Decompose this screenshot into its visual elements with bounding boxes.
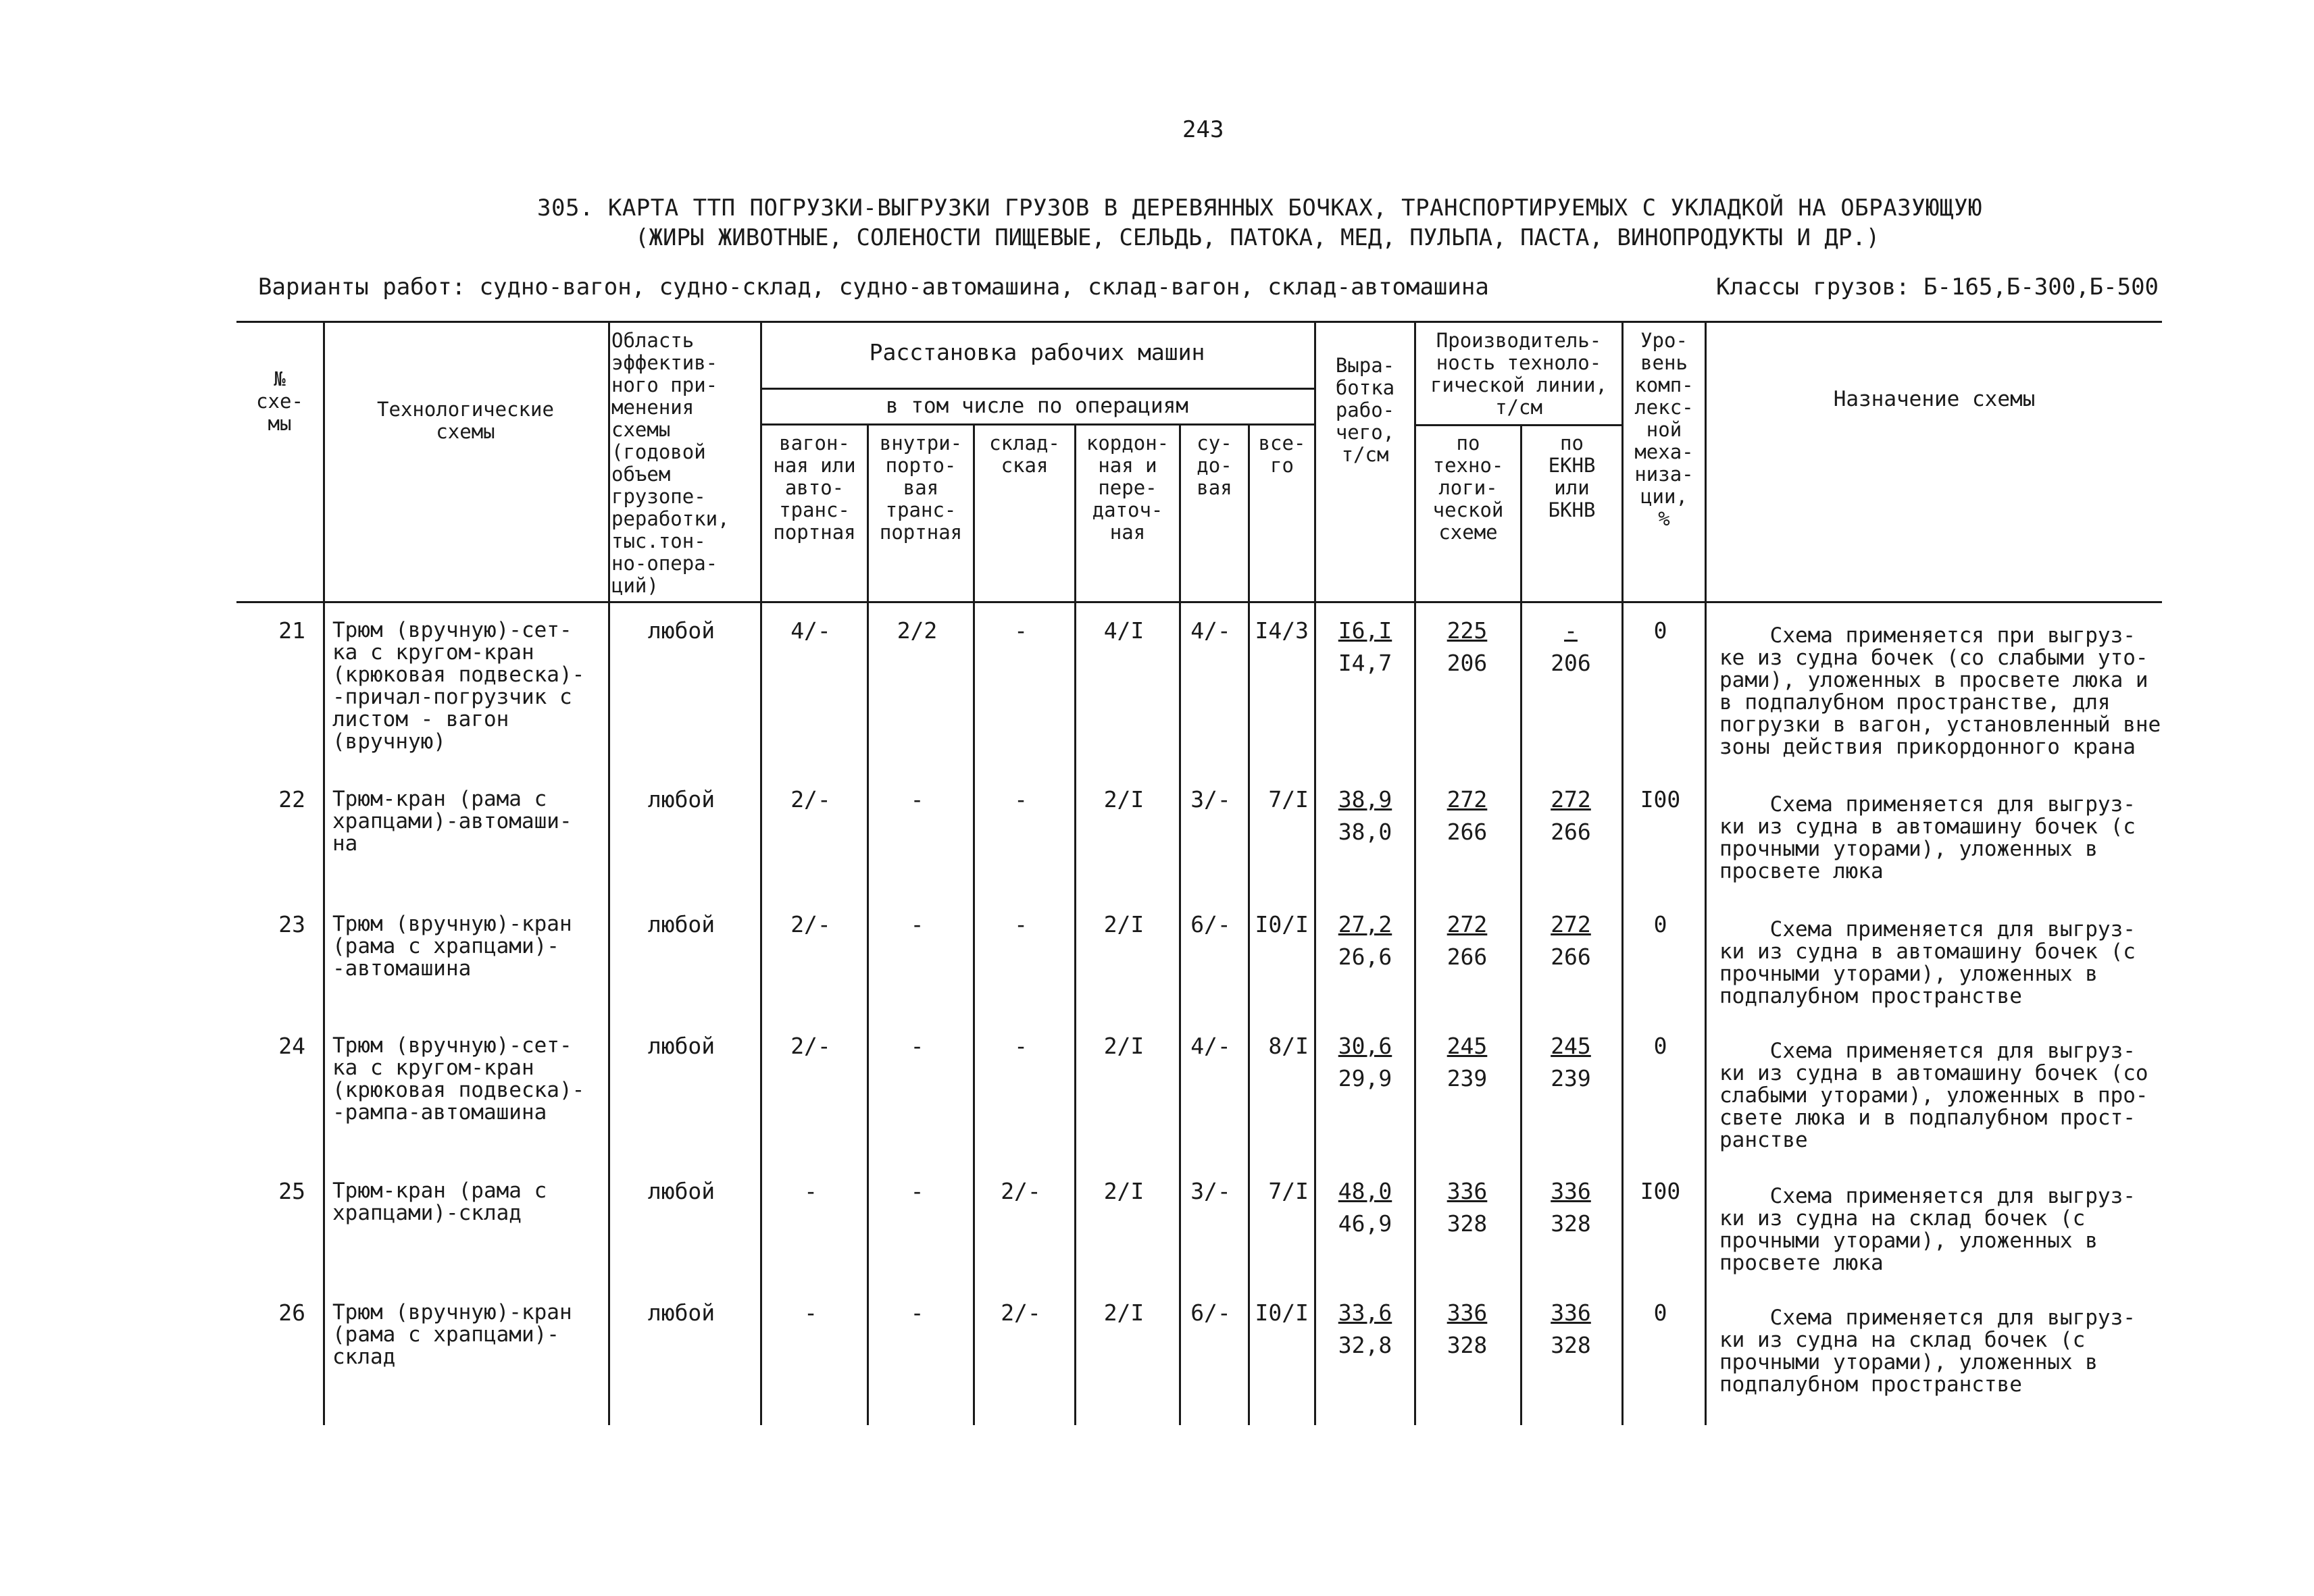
cell-warehouse: - <box>1014 786 1028 813</box>
cell-kordon: 2/I <box>1103 786 1145 813</box>
cell-by-ekhnv-top: 272 <box>1551 911 1591 937</box>
cell-wagon: - <box>804 1178 818 1204</box>
header-line-productivity: Производитель- ность техноло- гической линии, т/см <box>1430 329 1607 419</box>
cell-num: 23 <box>278 911 305 937</box>
header-scheme-purpose: Назначение схемы <box>1833 387 2036 411</box>
cell-num: 26 <box>278 1299 305 1326</box>
placement-mid-rule <box>760 388 1314 390</box>
cell-warehouse: - <box>1014 1033 1028 1059</box>
cell-area: любой <box>647 617 715 644</box>
cell-inport: - <box>910 786 924 813</box>
cell-mech: 0 <box>1653 1033 1667 1059</box>
cell-total: 7/I <box>1268 786 1309 813</box>
header-machine-placement: Расстановка рабочих машин <box>869 339 1205 365</box>
cell-by-ekhnv-bottom: 328 <box>1551 1210 1591 1237</box>
cell-by-scheme-bottom: 266 <box>1447 819 1488 845</box>
col-divider-13 <box>1705 321 1707 1425</box>
cell-output-bottom: 26,6 <box>1338 944 1392 970</box>
header-wagon-auto: вагон- ная или авто- транс- портная <box>773 432 856 544</box>
header-scheme-number: № схе- мы <box>256 367 303 435</box>
cargo-classes: Классы грузов: Б-165,Б-300,Б-500 <box>1716 274 2159 301</box>
header-kordon-transfer: кордон- ная и пере- даточ- ная <box>1086 432 1169 544</box>
cell-area: любой <box>647 786 715 813</box>
cell-wagon: 4/- <box>790 617 831 644</box>
cell-ship: 3/- <box>1190 786 1231 813</box>
cell-by-scheme-bottom: 266 <box>1447 944 1488 970</box>
cell-by-ekhnv-bottom: 206 <box>1551 650 1591 676</box>
header-warehouse: склад- ская <box>989 432 1060 477</box>
header-by-ekhnv: по ЕКНВ или БКНВ <box>1548 432 1596 521</box>
cell-by-ekhnv-top: 245 <box>1551 1033 1591 1059</box>
cell-by-scheme-top: 245 <box>1447 1033 1488 1059</box>
cell-output-top: 48,0 <box>1338 1178 1392 1204</box>
cell-inport: - <box>910 1033 924 1059</box>
cell-mech: I00 <box>1640 786 1681 813</box>
cell-warehouse: 2/- <box>1001 1299 1041 1326</box>
cell-kordon: 4/I <box>1103 617 1145 644</box>
cell-warehouse: - <box>1014 911 1028 937</box>
cell-wagon: 2/- <box>790 786 831 813</box>
cell-output-top: 27,2 <box>1338 911 1392 937</box>
cell-by-scheme-top: 336 <box>1447 1299 1488 1326</box>
table-top-rule <box>236 321 2162 323</box>
productivity-rule <box>1414 424 1621 426</box>
cell-scheme: Трюм (вручную)-кран (рама с храпцами)- -автомашина <box>332 912 572 981</box>
cell-warehouse: - <box>1014 617 1028 644</box>
placement-ops-rule <box>760 423 1314 426</box>
cell-scheme: Трюм-кран (рама с храпцами)-склад <box>332 1179 547 1225</box>
cell-wagon: 2/- <box>790 1033 831 1059</box>
cell-scheme: Трюм (вручную)-сет- ка с кругом-кран (крюковая подвеска)- -причал-погрузчик с листом - вагон (вручную) <box>332 618 585 754</box>
cell-output-bottom: 29,9 <box>1338 1065 1392 1091</box>
cell-total: 7/I <box>1268 1178 1309 1204</box>
cell-by-ekhnv-top: 336 <box>1551 1178 1591 1204</box>
cell-num: 21 <box>278 617 305 644</box>
cell-inport: - <box>910 1299 924 1326</box>
cell-by-scheme-bottom: 239 <box>1447 1065 1488 1091</box>
cell-output-top: 33,6 <box>1338 1299 1392 1326</box>
header-application-area: Область эффектив- ного при- менения схемы (годовой объем грузопе- реработки, тыс.тон- но-опера- ций) <box>611 329 730 597</box>
cell-area: любой <box>647 1033 715 1059</box>
cell-by-scheme-top: 225 <box>1447 617 1488 644</box>
cell-by-ekhnv-bottom: 266 <box>1551 819 1591 845</box>
cell-total: 8/I <box>1268 1033 1309 1059</box>
cell-output-bottom: I4,7 <box>1338 650 1392 676</box>
cell-inport: - <box>910 911 924 937</box>
cell-num: 24 <box>278 1033 305 1059</box>
cell-scheme: Трюм (вручную)-сет- ка с кругом-кран (крюковая подвеска)- -рампа-автомашина <box>332 1033 585 1125</box>
cell-warehouse: 2/- <box>1001 1178 1041 1204</box>
header-technological-schemes: Технологические схемы <box>377 398 554 443</box>
cell-purpose: Схема применяется при выгруз- ке из судна бочек (со слабыми уто- рами), уложенных в просвете люка и в подпалубном пространстве, для погрузки в вагон, установленный вне зоны действия прикордонного крана <box>1719 623 2161 759</box>
cell-inport: 2/2 <box>897 617 938 644</box>
header-worker-output: Выра- ботка рабо- чего, т/см <box>1335 354 1395 466</box>
cell-scheme: Трюм (вручную)-кран (рама с храпцами)- склад <box>332 1300 572 1369</box>
cell-mech: 0 <box>1653 617 1667 644</box>
cell-by-ekhnv-bottom: 239 <box>1551 1065 1591 1091</box>
cell-ship: 6/- <box>1190 1299 1231 1326</box>
cell-purpose: Схема применяется для выгруз- ки из судна в автомашину бочек (с прочными уторами), уложенных в просвете люка <box>1719 792 2136 883</box>
cell-scheme: Трюм-кран (рама с храпцами)-автомаши- на <box>332 787 572 856</box>
header-bottom-rule <box>236 601 2162 603</box>
cell-by-scheme-bottom: 328 <box>1447 1332 1488 1358</box>
cell-purpose: Схема применяется для выгруз- ки из судна в автомашину бочек (с прочными уторами), уложенных в подпалубном пространстве <box>1719 917 2136 1008</box>
cell-area: любой <box>647 1299 715 1326</box>
header-by-operations: в том числе по операциям <box>886 394 1188 418</box>
cell-area: любой <box>647 1178 715 1204</box>
cell-wagon: 2/- <box>790 911 831 937</box>
cell-by-ekhnv-top: 272 <box>1551 786 1591 813</box>
cell-wagon: - <box>804 1299 818 1326</box>
cell-by-scheme-top: 272 <box>1447 786 1488 813</box>
cell-output-bottom: 38,0 <box>1338 819 1392 845</box>
cell-by-ekhnv-top: - <box>1564 617 1578 644</box>
cell-total: I0/I <box>1255 911 1309 937</box>
cell-by-scheme-bottom: 206 <box>1447 650 1488 676</box>
cell-output-bottom: 46,9 <box>1338 1210 1392 1237</box>
cell-ship: 4/- <box>1190 617 1231 644</box>
header-ship: су- до- вая <box>1197 432 1232 499</box>
cell-total: I4/3 <box>1255 617 1309 644</box>
cell-num: 25 <box>278 1178 305 1204</box>
work-variants: Варианты работ: судно-вагон, судно-склад, судно-автомашина, склад-вагон, склад-автомашина <box>258 274 1489 301</box>
cell-by-ekhnv-bottom: 266 <box>1551 944 1591 970</box>
col-divider-9 <box>1314 321 1316 1425</box>
cell-mech: I00 <box>1640 1178 1681 1204</box>
cell-by-scheme-top: 272 <box>1447 911 1488 937</box>
cell-total: I0/I <box>1255 1299 1309 1326</box>
cell-kordon: 2/I <box>1103 1178 1145 1204</box>
cell-output-top: 30,6 <box>1338 1033 1392 1059</box>
cell-by-ekhnv-bottom: 328 <box>1551 1332 1591 1358</box>
cell-kordon: 2/I <box>1103 911 1145 937</box>
cell-ship: 6/- <box>1190 911 1231 937</box>
cell-mech: 0 <box>1653 1299 1667 1326</box>
header-total: все- го <box>1258 432 1306 477</box>
cell-area: любой <box>647 911 715 937</box>
cell-by-ekhnv-top: 336 <box>1551 1299 1591 1326</box>
col-divider-2 <box>608 321 610 1425</box>
page-number: 243 <box>1182 116 1224 143</box>
cell-by-scheme-bottom: 328 <box>1447 1210 1488 1237</box>
cell-output-top: I6,I <box>1338 617 1392 644</box>
cell-purpose: Схема применяется для выгруз- ки из судна на склад бочек (с прочными уторами), уложенных в подпалубном пространстве <box>1719 1306 2136 1397</box>
page-subtitle: (ЖИРЫ ЖИВОТНЫЕ, СОЛЕНОСТИ ПИЩЕВЫЕ, СЕЛЬДЬ, ПАТОКА, МЕД, ПУЛЬПА, ПАСТА, ВИНОПРОДУКТЫ И ДР.) <box>635 224 1880 251</box>
cell-mech: 0 <box>1653 911 1667 937</box>
cell-ship: 4/- <box>1190 1033 1231 1059</box>
page-title: 305. КАРТА ТТП ПОГРУЗКИ-ВЫГРУЗКИ ГРУЗОВ В ДЕРЕВЯННЫХ БОЧКАХ, ТРАНСПОРТИРУЕМЫХ С УКЛАДКОЙ НА ОБРАЗУЮЩУЮ <box>537 195 1982 222</box>
cell-kordon: 2/I <box>1103 1033 1145 1059</box>
col-divider-1 <box>323 321 325 1425</box>
cell-output-top: 38,9 <box>1338 786 1392 813</box>
cell-output-bottom: 32,8 <box>1338 1332 1392 1358</box>
cell-num: 22 <box>278 786 305 813</box>
header-by-tech-scheme: по техно- логи- ческой схеме <box>1432 432 1504 544</box>
header-inport-transport: внутри- порто- вая транс- портная <box>879 432 963 544</box>
cell-by-scheme-top: 336 <box>1447 1178 1488 1204</box>
cell-ship: 3/- <box>1190 1178 1231 1204</box>
cell-purpose: Схема применяется для выгруз- ки из судна в автомашину бочек (со слабыми уторами), уложенных в про- свете люка и в подпалубном прост- ранстве <box>1719 1039 2148 1152</box>
header-mechanization-level: Уро- вень комп- лекс- ной меха- низа- ции, % <box>1634 329 1694 530</box>
cell-inport: - <box>910 1178 924 1204</box>
cell-purpose: Схема применяется для выгруз- ки из судна на склад бочек (с прочными уторами), уложенных в просвете люка <box>1719 1184 2136 1275</box>
cell-kordon: 2/I <box>1103 1299 1145 1326</box>
